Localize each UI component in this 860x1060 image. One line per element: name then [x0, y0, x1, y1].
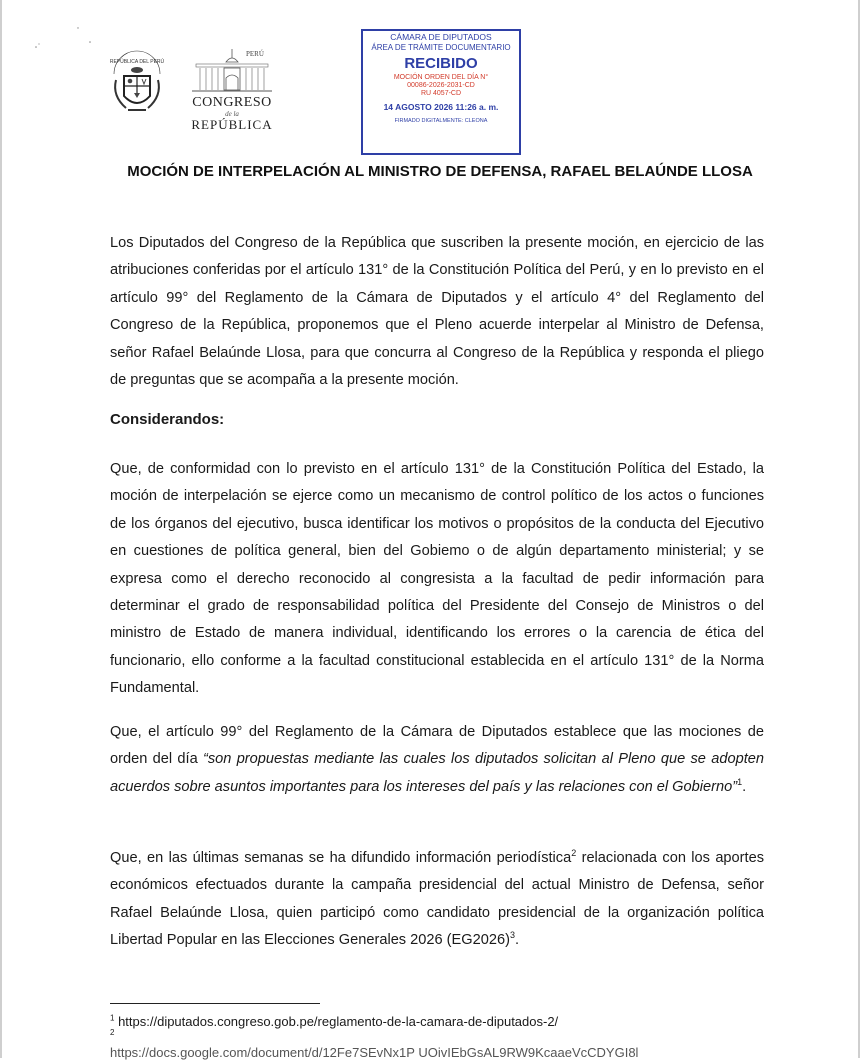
intro-paragraph: Los Diputados del Congreso de la República que suscriben la presente moción, en ejercicio de las atribuciones conferidas por el artículo 131° de la Constitución Política del Perú, y en lo previsto en el artículo 99° del Reglamento de la Cámara de Diputados y el artículo 4° del Reglamento del Congreso de la República, proponemos que el Pleno acuerde interpelar al Ministro de Defensa, señor Rafael Belaúnde Llosa, para que concurra al Congreso de la República y responda el pliego de preguntas que se acompaña a la presente moción. — [110, 235, 764, 389]
logo-peru-tag: PERÚ — [246, 50, 264, 58]
stamp-chamber: CÁMARA DE DIPUTADOS — [390, 32, 492, 42]
stamp-ru-number: RU 4057-CD — [420, 90, 462, 98]
congress-building-icon — [186, 46, 278, 96]
considerandos-heading: Considerandos: — [110, 411, 225, 428]
reception-stamp — [361, 29, 521, 155]
svg-text:REPÚBLICA DEL PERÚ: REPÚBLICA DEL PERÚ — [109, 59, 165, 65]
footnote-ref-2[interactable]: 2 — [571, 848, 577, 859]
stamp-signed: FIRMADO DIGITALMENTE: CLEONA — [394, 118, 488, 125]
footnote-1-number: 1 — [110, 1013, 115, 1023]
paragraph-4-middle: relacionada con los aportes económicos efectuados durante la campaña presidencial del actual Ministro de Defensa, señor Rafael Belaúnde Llosa, quien participó como candidato presidencial de la organización política Libertad Popular en las Elecciones Generales 2026 (EG2026) — [110, 850, 764, 949]
considerando-paragraph-3 — [110, 845, 764, 955]
paragraph-4-end: . — [514, 932, 520, 949]
congress-name-line-1: CONGRESO — [192, 95, 272, 110]
paragraph-3-end: . — [742, 778, 747, 795]
congress-name-line-2: de la — [225, 109, 239, 118]
document-title: MOCIÓN DE INTERPELACIÓN AL MINISTRO DE DEFENSA, RAFAEL BELAÚNDE LLOSA — [127, 163, 753, 180]
footnote-2-number: 2 — [110, 1028, 115, 1037]
footnote-ref-1[interactable]: 1 — [737, 776, 743, 787]
footnote-ref-3[interactable]: 3 — [509, 930, 515, 941]
coat-of-arms-seal-icon — [106, 50, 168, 122]
stamp-datetime: 14 AGOSTO 2026 11:26 a. m. — [383, 102, 499, 113]
paragraph-3-lead: Que, el artículo 99° del Reglamento de la Cámara de Diputados establece que las mociones de orden del día — [110, 724, 764, 768]
congress-name-line-3: REPÚBLICA — [191, 117, 273, 133]
considerando-paragraph-1: Que, de conformidad con lo previsto en el artículo 131° de la Constitución Política del Estado, la moción de interpelación se ejerce como un mecanismo de control político de los actos o funciones de los órganos del ejecutivo, busca identificar los motivos o propósitos de la conducta del Ejecutivo en cuestiones de política general, bien del Gobiemo o de algún departamento ministerial; y se expresa como el derecho reconocido al congresista a la facultad de pedir información para determinar el grado de responsabilidad política del Presidente del Consejo de Ministros o del ministro de Estado de manera individual, identificando los errores o la carencia de ética del funcionario, ello conforme a la facultad constitucional establecida en el artículo 131° de la Norma Fundamental. — [110, 461, 764, 697]
page-edge-left — [0, 0, 2, 1058]
scan-specks — [30, 22, 100, 62]
stamp-motion-label: MOCIÓN ORDEN DEL DÍA N° — [393, 74, 489, 82]
paragraph-4-lead: Que, en las últimas semanas se ha difundido información periodística — [110, 850, 572, 866]
footnote-1 — [110, 1014, 558, 1029]
stamp-motion-number: 00086-2026-2031-CD — [407, 82, 475, 90]
considerando-paragraph-2 — [110, 719, 764, 801]
congress-name — [186, 96, 278, 132]
stamp-status: RECIBIDO — [404, 54, 478, 72]
footnote-1-link[interactable]: https://diputados.congreso.gob.pe/reglamento-de-la-camara-de-diputados-2/ — [114, 1014, 559, 1029]
footnote-divider — [110, 1003, 320, 1004]
paragraph-3-quote: “son propuestas mediante las cuales los diputados solicitan al Pleno que se adopten acuerdos sobre asuntos importantes para los intereses del país y las relaciones con el Gobierno” — [110, 751, 764, 795]
stamp-area: ÁREA DE TRÁMITE DOCUMENTARIO — [371, 42, 511, 52]
footnote-2-link[interactable]: https://docs.google.com/document/d/12Fe7SEvNx1P UOivIEbGsAL9RW9KcaaeVcCDYGI8l — [110, 1045, 639, 1060]
